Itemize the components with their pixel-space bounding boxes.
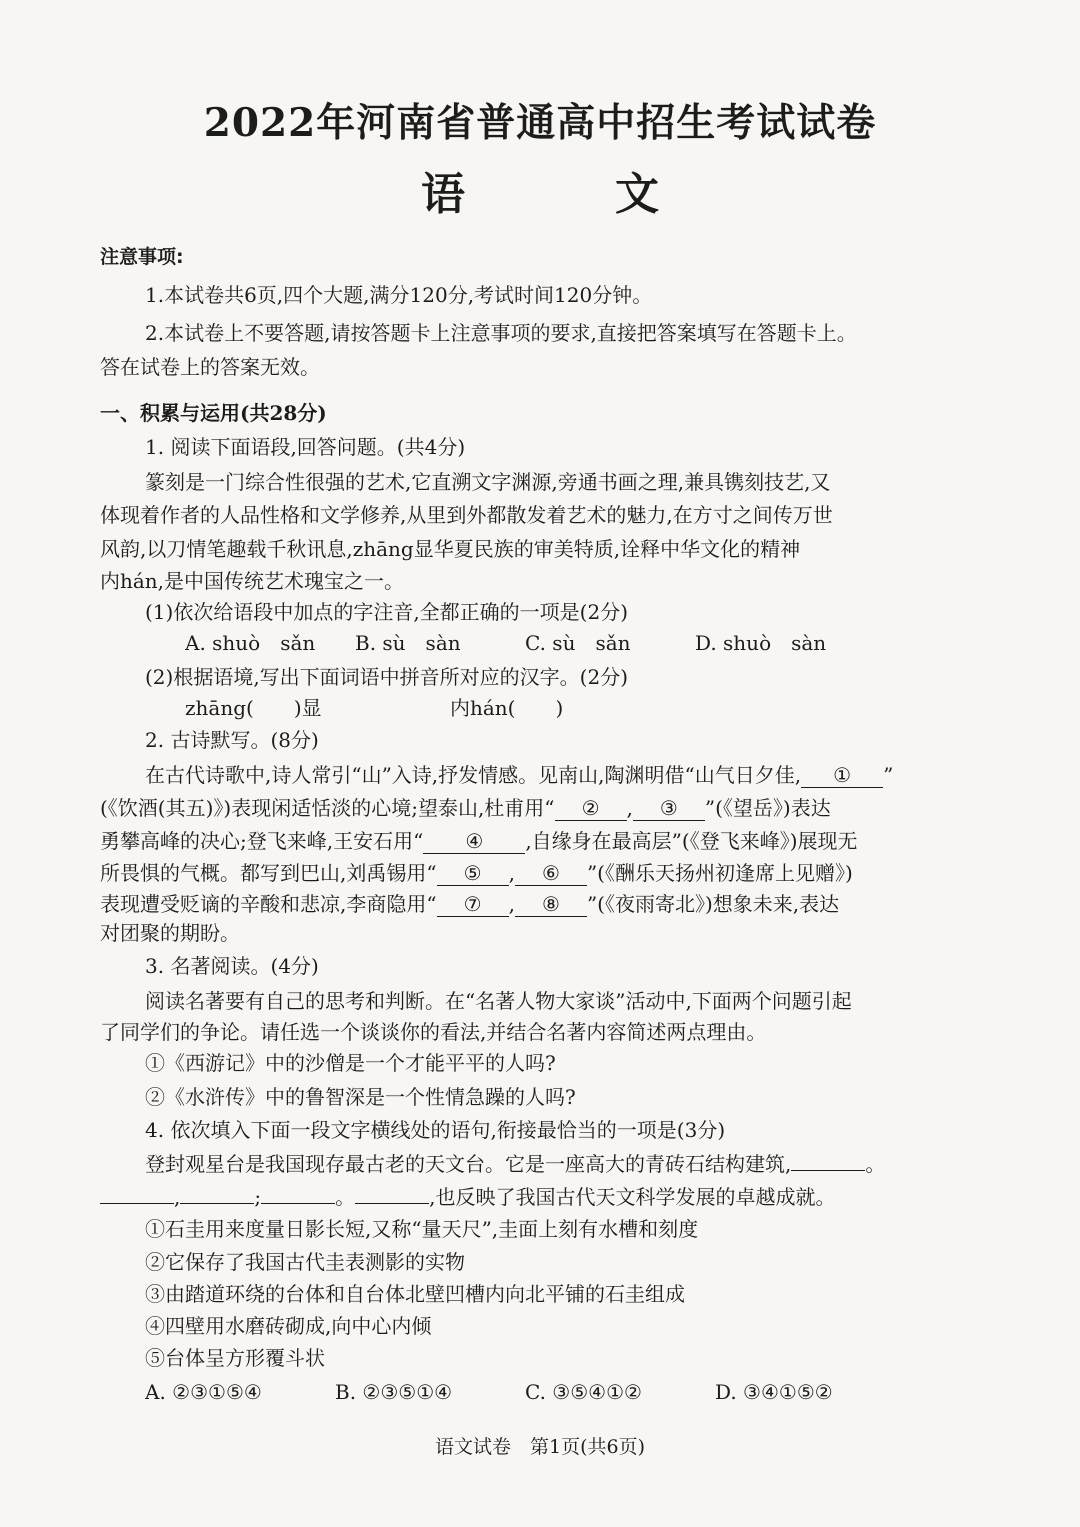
q2-line-1: 在古代诗歌中,诗人常引“山”入诗,抒发情感。见南山,陶渊明借“山气日夕佳, ① ” bbox=[145, 763, 894, 787]
q2-line-4: 所畏惧的气概。都写到巴山,刘禹锡用“ ⑤ , ⑥ ”(《酬乐天扬州初逢席上见赠》) bbox=[100, 861, 853, 885]
q1-passage-line-1: 篆刻是一门综合性很强的艺术,它直溯文字渊源,旁通书画之理,兼具镌刻技艺,又 bbox=[145, 470, 831, 494]
q3-line-1: 阅读名著要有自己的思考和判断。在“名著人物大家谈”活动中,下面两个问题引起 bbox=[145, 989, 852, 1013]
subject-title bbox=[0, 158, 1080, 222]
q4-option-b: B. ②③⑤①④ bbox=[335, 1380, 453, 1404]
q1-stem: 1. 阅读下面语段,回答问题。(共4分) bbox=[145, 435, 466, 459]
q4-blank-3 bbox=[180, 1203, 254, 1204]
q2-line-3: 勇攀高峰的决心;登飞来峰,王安石用“ ④ ,自缘身在最高层”(《登飞来峰》)展现无 bbox=[100, 829, 858, 853]
q4-options bbox=[145, 1377, 980, 1407]
q4-item-1: ①石圭用来度量日影长短,又称“量天尺”,圭面上刻有水槽和刻度 bbox=[145, 1217, 699, 1241]
q1-sub-2-items bbox=[185, 693, 980, 723]
q3-item-1: ①《西游记》中的沙僧是一个才能平平的人吗? bbox=[145, 1051, 556, 1075]
q4-option-d: D. ③④①⑤② bbox=[715, 1380, 833, 1404]
q4-line-1: 登封观星台是我国现存最古老的天文台。它是一座高大的青砖石结构建筑, 。 bbox=[145, 1152, 886, 1176]
subject-char-1: 语 bbox=[421, 169, 465, 220]
exam-title: 2022年河南省普通高中招生考试试卷 bbox=[203, 100, 877, 146]
q1-sub-1-options bbox=[185, 628, 980, 658]
blank-5: ⑤ bbox=[437, 861, 509, 886]
q1-sub-2-item-2: 内hán( ) bbox=[450, 696, 564, 720]
q4-item-4: ④四壁用水磨砖砌成,向中心内倾 bbox=[145, 1314, 432, 1338]
q3-stem: 3. 名著阅读。(4分) bbox=[145, 954, 319, 978]
blank-7: ⑦ bbox=[437, 892, 509, 917]
blank-2: ② bbox=[555, 796, 627, 821]
notes-heading: 注意事项: bbox=[100, 246, 184, 268]
notes-item-2: 2.本试卷上不要答题,请按答题卡上注意事项的要求,直接把答案填写在答题卡上。 bbox=[145, 321, 857, 345]
q3-line-2: 了同学们的争论。请任选一个谈谈你的看法,并结合名著内容简述两点理由。 bbox=[100, 1020, 767, 1044]
q1-sub-1: (1)依次给语段中加点的字注音,全都正确的一项是(2分) bbox=[145, 600, 629, 624]
q4-stem: 4. 依次填入下面一段文字横线处的语句,衔接最恰当的一项是(3分) bbox=[145, 1118, 726, 1142]
q4-option-a: A. ②③①⑤④ bbox=[145, 1380, 262, 1404]
q4-blank-2 bbox=[100, 1203, 174, 1204]
q1-option-b: B. sù sàn bbox=[355, 631, 461, 655]
section-1-heading: 一、积累与运用(共28分) bbox=[100, 401, 327, 425]
q2-stem: 2. 古诗默写。(8分) bbox=[145, 728, 319, 752]
q1-passage-line-4: 内hán,是中国传统艺术瑰宝之一。 bbox=[100, 569, 405, 593]
q1-sub-2: (2)根据语境,写出下面词语中拼音所对应的汉字。(2分) bbox=[145, 665, 629, 689]
q1-passage-line-3: 风韵,以刀情笔趣载千秋讯息,zhāng显华夏民族的审美特质,诠释中华文化的精神 bbox=[100, 537, 801, 561]
q1-passage-line-2: 体现着作者的人品性格和文学修养,从里到外都散发着艺术的魅力,在方寸之间传万世 bbox=[100, 503, 833, 527]
q2-line-6: 对团聚的期盼。 bbox=[100, 921, 240, 945]
q4-blank-1 bbox=[791, 1170, 865, 1171]
q1-option-a: A. shuò sǎn bbox=[185, 631, 316, 655]
q2-line-5: 表现遭受贬谪的辛酸和悲凉,李商隐用“ ⑦ , ⑧ ”(《夜雨寄北》)想象未来,表达 bbox=[100, 892, 840, 916]
q3-item-2: ②《水浒传》中的鲁智深是一个性情急躁的人吗? bbox=[145, 1085, 576, 1109]
q4-item-5: ⑤台体呈方形覆斗状 bbox=[145, 1346, 325, 1370]
blank-1: ① bbox=[801, 763, 883, 788]
q2-line-2: (《饮酒(其五)》)表现闲适恬淡的心境;望泰山,杜甫用“ ② , ③ ”(《望岳》)表达 bbox=[100, 796, 831, 820]
blank-3: ③ bbox=[633, 796, 705, 821]
notes-item-2-cont: 答在试卷上的答案无效。 bbox=[100, 355, 320, 379]
q1-option-d: D. shuò sàn bbox=[695, 631, 827, 655]
q4-blank-4 bbox=[261, 1203, 335, 1204]
blank-6: ⑥ bbox=[515, 861, 587, 886]
q4-blank-5 bbox=[355, 1203, 429, 1204]
q1-option-c: C. sù sǎn bbox=[525, 631, 631, 655]
notes-item-1: 1.本试卷共6页,四个大题,满分120分,考试时间120分钟。 bbox=[145, 283, 653, 307]
q4-option-c: C. ③⑤④①② bbox=[525, 1380, 642, 1404]
q4-line-2: , ; 。 ,也反映了我国古代天文科学发展的卓越成就。 bbox=[100, 1182, 980, 1212]
subject-char-2: 文 bbox=[615, 169, 659, 220]
blank-8: ⑧ bbox=[515, 892, 587, 917]
q1-sub-2-item-1: zhāng( )显 bbox=[185, 696, 322, 720]
page-footer: 语文试卷 第1页(共6页) bbox=[434, 1436, 645, 1458]
q4-item-3: ③由踏道环绕的台体和自台体北壁凹槽内向北平铺的石圭组成 bbox=[145, 1282, 685, 1306]
blank-4: ④ bbox=[423, 829, 525, 854]
q4-item-2: ②它保存了我国古代圭表测影的实物 bbox=[145, 1250, 465, 1274]
